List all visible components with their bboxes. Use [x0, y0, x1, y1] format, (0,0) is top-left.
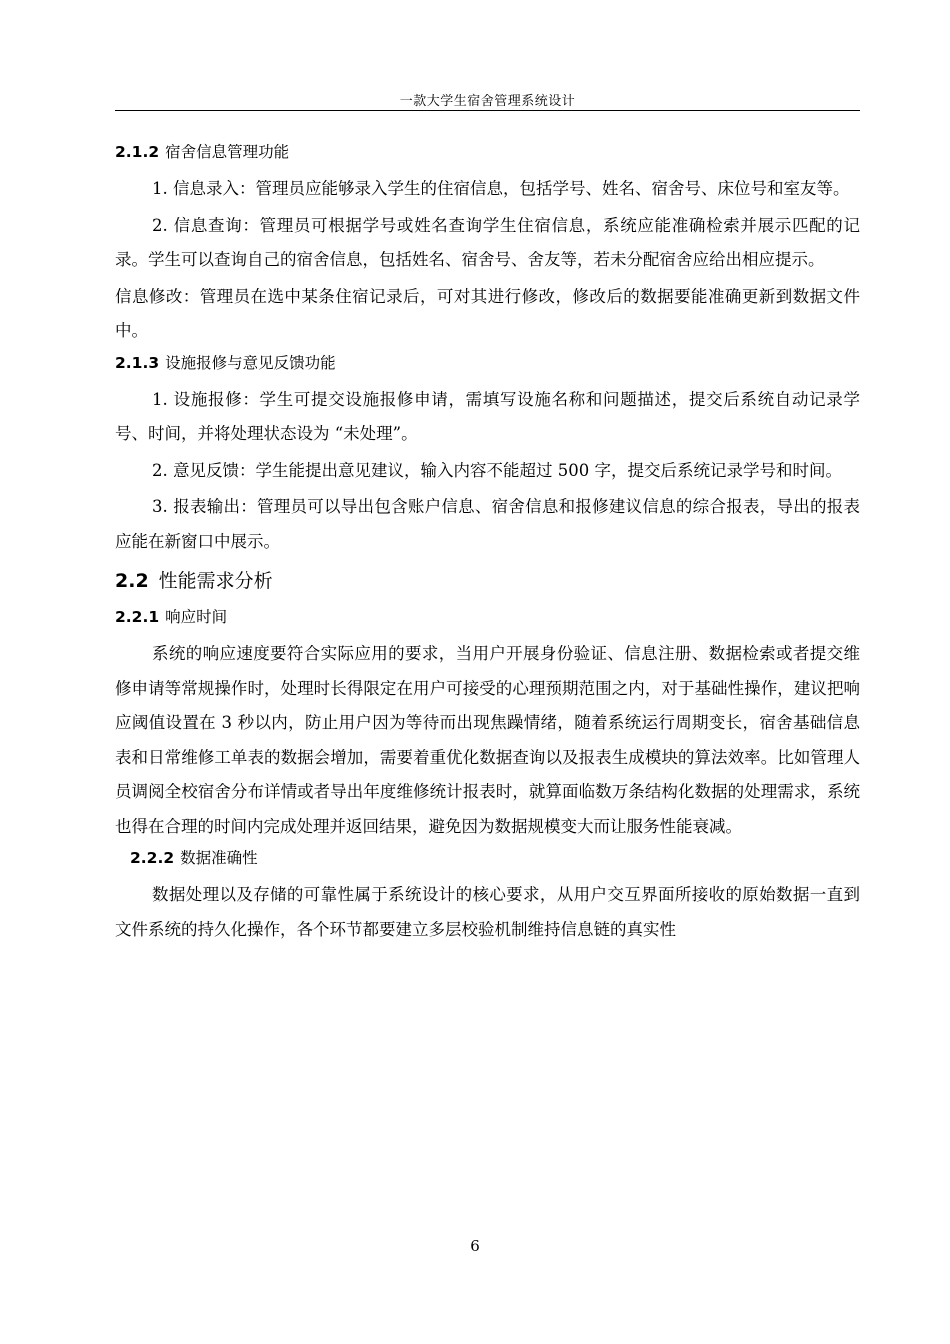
paragraph: 3. 报表输出：管理员可以导出包含账户信息、宿舍信息和报修建议信息的综合报表，导出的报表应能在新窗口中展示。 — [115, 497, 860, 551]
heading-text: 数据准确性 — [180, 849, 258, 867]
heading-number: 2.1.3 — [115, 353, 160, 372]
heading-2-2-2 — [130, 846, 860, 870]
heading-2-2 — [115, 567, 860, 595]
heading-2-1-3 — [115, 351, 860, 375]
heading-text: 响应时间 — [165, 608, 228, 626]
paragraph: 2. 信息查询：管理员可根据学号或姓名查询学生住宿信息，系统应能准确检索并展示匹配的记录。学生可以查询自己的宿舍信息，包括姓名、宿舍号、舍友等，若未分配宿舍应给出相应提示。 — [115, 215, 860, 269]
heading-number: 2.1.2 — [115, 143, 160, 161]
paragraph: 信息修改：管理员在选中某条住宿记录后，可对其进行修改，修改后的数据要能准确更新到数据文件中。 — [115, 286, 860, 340]
heading-text: 宿舍信息管理功能 — [165, 143, 290, 161]
heading-2-2-1 — [115, 605, 860, 629]
paragraph: 1. 设施报修：学生可提交设施报修申请，需填写设施名称和问题描述，提交后系统自动记录学号、时间，并将处理状态设为 “未处理”。 — [115, 389, 860, 443]
paragraph: 2. 意见反馈：学生能提出意见建议，输入内容不能超过 500 字，提交后系统记录学号和时间。 — [152, 460, 842, 480]
document-body — [115, 140, 860, 949]
heading-number: 2.2.2 — [130, 849, 175, 867]
paragraph: 系统的响应速度要符合实际应用的要求，当用户开展身份验证、信息注册、数据检索或者提交维修申请等常规操作时，处理时长得限定在用户可接受的心理预期范围之内，对于基础性操作，建议把响应阈值设置在 3 秒以内，防止用户因为等待而出现焦躁情绪，随着系统运行周期变长，宿舍基础信息表和日常维修工单表的数据会增加，需要着重优化数据查询以及报表生成模块的算法效率。比如管理人员调阅全校宿舍分布详情或者导出年度维修统计报表时，就算面临数万条结构化数据的处理需求，系统也得在合理的时间内完成处理并返回结果，避免因为数据规模变大而让服务性能衰减。 — [115, 644, 860, 836]
heading-number: 2.2.1 — [115, 608, 160, 626]
paragraph: 1. 信息录入：管理员应能够录入学生的住宿信息，包括学号、姓名、宿舍号、床位号和室友等。 — [152, 179, 850, 198]
heading-text: 性能需求分析 — [158, 570, 273, 592]
page-number: 6 — [470, 1237, 480, 1255]
header-divider — [115, 110, 860, 111]
paragraph: 数据处理以及存储的可靠性属于系统设计的核心要求，从用户交互界面所接收的原始数据一直到文件系统的持久化操作，各个环节都要建立多层校验机制维持信息链的真实性 — [115, 885, 860, 939]
heading-number: 2.2 — [115, 570, 149, 592]
running-header-title: 一款大学生宿舍管理系统设计 — [399, 94, 576, 109]
heading-2-1-2 — [115, 140, 860, 164]
heading-text: 设施报修与意见反馈功能 — [165, 353, 336, 372]
